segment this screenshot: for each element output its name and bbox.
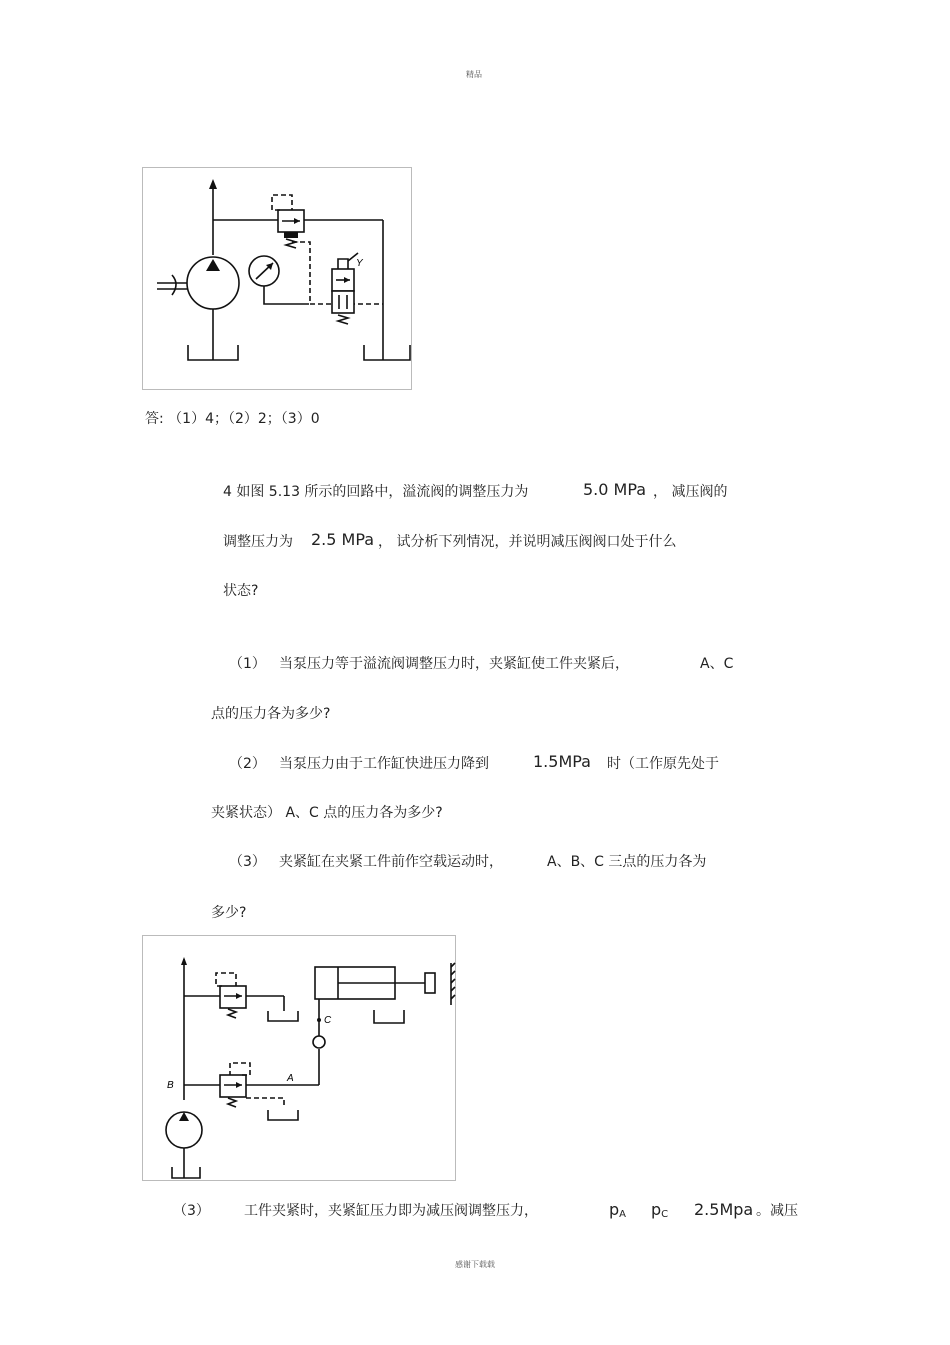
problem-4-line3: 状态? (223, 583, 259, 599)
page-footer: 感谢下载载 (455, 1260, 495, 1269)
problem-4-line2-a: 调整压力为 (223, 534, 293, 550)
solenoid-label-y: Y (356, 258, 363, 269)
solution-number: （3） (173, 1203, 210, 1219)
pressure-pc (651, 1201, 668, 1224)
reducing-pressure-value: 2.5 MPa (311, 530, 375, 549)
q1-number: （1） (229, 656, 266, 672)
q2-number: （2） (229, 756, 266, 772)
problem-4-line1-a: 4 如图 5.13 所示的回路中，溢流阀的调整压力为 (223, 484, 529, 500)
label-a: A (287, 1073, 294, 1084)
pressure-pa-subscript: A (619, 1209, 626, 1220)
q1-points: A、C (700, 656, 734, 672)
label-c: C (324, 1015, 332, 1026)
q1-text: 当泵压力等于溢流阀调整压力时，夹紧缸使工件夹紧后， (279, 656, 629, 672)
q3-number: （3） (229, 854, 266, 870)
q3-text: 夹紧缸在夹紧工件前作空载运动时， (279, 854, 503, 870)
answer-line: 答: （1）4；（2）2；（3）0 (145, 411, 320, 427)
relief-pressure-value: 5.0 MPa (583, 480, 647, 499)
solution-text: 工件夹紧时，夹紧缸压力即为减压阀调整压力， (244, 1203, 538, 1219)
hydraulic-circuit-figure-1 (142, 167, 414, 392)
problem-4-line1-b: ， 减压阀的 (653, 484, 728, 500)
pressure-pa-symbol: p (609, 1200, 620, 1219)
q2-value: 1.5MPa (533, 752, 591, 771)
q1-continuation: 点的压力各为多少? (211, 706, 331, 722)
problem-4-line2-b: ， 试分析下列情况，并说明减压阀阀口处于什么 (378, 534, 677, 550)
q2-text: 当泵压力由于工作缸快进压力降到 (279, 756, 489, 772)
pressure-pc-symbol: p (651, 1200, 662, 1219)
solution-value: 2.5Mpa (694, 1200, 754, 1219)
label-b: B (167, 1080, 174, 1091)
solution-tail: 。减压 (756, 1203, 798, 1219)
problem-4-line1 (223, 483, 528, 501)
hydraulic-circuit-figure-2 (142, 935, 457, 1182)
pressure-pc-subscript: C (661, 1209, 669, 1220)
q2-text2: 时（工作原先处于 (607, 756, 719, 772)
q2-continuation: 夹紧状态） A、C 点的压力各为多少? (211, 805, 443, 821)
page-header: 精品 (466, 70, 482, 79)
q3-continuation: 多少? (211, 905, 247, 921)
q3-points: A、B、C 三点的压力各为 (547, 854, 707, 870)
pressure-pa (609, 1201, 626, 1224)
